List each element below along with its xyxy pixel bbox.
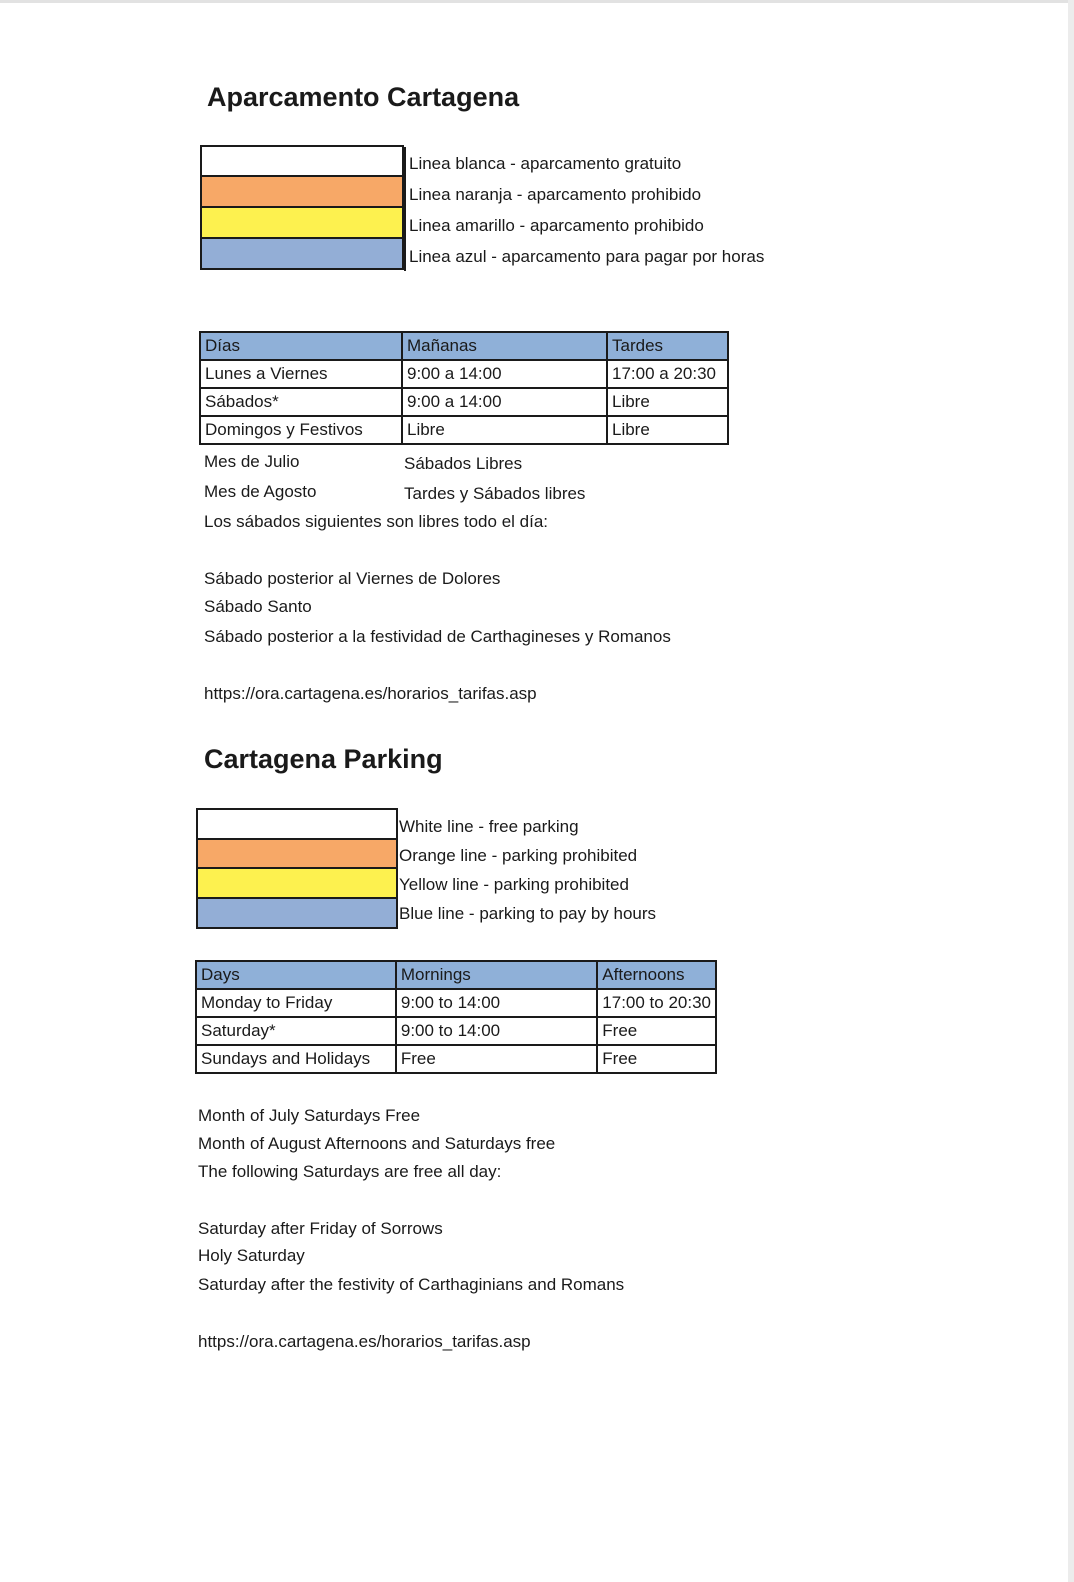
header-mornings: Mornings — [396, 961, 597, 989]
english-swatch-stack — [196, 808, 398, 929]
header-tardes: Tardes — [607, 332, 728, 360]
free-day-item: Sábado posterior a la festividad de Carthagineses y Romanos — [204, 627, 671, 646]
free-day-item: Holy Saturday — [198, 1246, 305, 1265]
header-days: Days — [196, 961, 396, 989]
orange-line-swatch — [202, 177, 402, 208]
table-cell: 9:00 a 14:00 — [402, 388, 607, 416]
free-saturdays-intro: The following Saturdays are free all day: — [198, 1162, 502, 1181]
table-cell: Lunes a Viernes — [200, 360, 402, 388]
blue-line-swatch — [198, 899, 396, 927]
english-schedule-table — [195, 960, 717, 1074]
table-cell: 17:00 to 20:30 — [597, 989, 716, 1017]
page-top-edge — [0, 0, 1074, 3]
header-dias: Días — [200, 332, 402, 360]
legend-label-white: White line - free parking — [399, 817, 579, 836]
spanish-schedule-table — [199, 331, 729, 445]
legend-label-yellow: Linea amarillo - aparcamento prohibido — [404, 209, 764, 240]
header-afternoons: Afternoons — [597, 961, 716, 989]
table-cell: Libre — [607, 388, 728, 416]
legend-label-blue: Blue line - parking to pay by hours — [399, 904, 657, 923]
english-url: https://ora.cartagena.es/horarios_tarifas.asp — [198, 1332, 531, 1351]
table-cell: Free — [597, 1017, 716, 1045]
table-cell: 17:00 a 20:30 — [607, 360, 728, 388]
table-row — [196, 1017, 716, 1045]
free-day-item: Sábado Santo — [204, 597, 312, 616]
free-day-item: Saturday after Friday of Sorrows — [198, 1219, 443, 1238]
note-label-julio: Mes de Julio — [204, 452, 300, 471]
table-header-row — [200, 332, 728, 360]
table-cell: Libre — [402, 416, 607, 444]
legend-label-orange: Linea naranja - aparcamento prohibido — [404, 178, 764, 209]
table-row — [196, 1045, 716, 1073]
table-cell: Libre — [607, 416, 728, 444]
legend-label-yellow: Yellow line - parking prohibited — [399, 875, 629, 894]
page-right-edge — [1068, 0, 1074, 1582]
table-cell: 9:00 to 14:00 — [396, 1017, 597, 1045]
table-cell: Domingos y Festivos — [200, 416, 402, 444]
table-row — [200, 416, 728, 444]
orange-line-swatch — [198, 840, 396, 869]
free-saturdays-intro: Los sábados siguientes son libres todo el día: — [204, 512, 549, 531]
yellow-line-swatch — [198, 869, 396, 899]
table-cell: Sundays and Holidays — [196, 1045, 396, 1073]
note-value-julio: Sábados Libres — [404, 454, 523, 473]
note-value-agosto: Tardes y Sábados libres — [404, 484, 586, 503]
table-cell: Free — [396, 1045, 597, 1073]
yellow-line-swatch — [202, 208, 402, 239]
table-cell: Sábados* — [200, 388, 402, 416]
table-header-row — [196, 961, 716, 989]
table-cell: Free — [597, 1045, 716, 1073]
english-legend-labels — [396, 810, 656, 926]
spanish-url: https://ora.cartagena.es/horarios_tarifas.asp — [204, 684, 537, 703]
table-row — [200, 360, 728, 388]
table-row — [200, 388, 728, 416]
note-july: Month of July Saturdays Free — [198, 1106, 421, 1125]
spanish-swatch-stack — [200, 145, 404, 270]
free-day-item: Sábado posterior al Viernes de Dolores — [204, 569, 501, 588]
table-cell: 9:00 a 14:00 — [402, 360, 607, 388]
header-mananas: Mañanas — [402, 332, 607, 360]
table-row — [196, 989, 716, 1017]
white-line-swatch — [198, 810, 396, 840]
spanish-legend-labels — [404, 147, 764, 271]
table-cell: Saturday* — [196, 1017, 396, 1045]
note-august: Month of August Afternoons and Saturdays free — [198, 1134, 556, 1153]
legend-label-blue: Linea azul - aparcamento para pagar por horas — [404, 240, 764, 271]
english-title: Cartagena Parking — [204, 744, 443, 774]
table-cell: 9:00 to 14:00 — [396, 989, 597, 1017]
legend-label-white: Linea blanca - aparcamento gratuito — [404, 147, 764, 178]
white-line-swatch — [202, 147, 402, 177]
legend-label-orange: Orange line - parking prohibited — [399, 846, 638, 865]
blue-line-swatch — [202, 239, 402, 268]
table-cell: Monday to Friday — [196, 989, 396, 1017]
note-label-agosto: Mes de Agosto — [204, 482, 317, 501]
spanish-title: Aparcamento Cartagena — [207, 82, 520, 112]
free-day-item: Saturday after the festivity of Carthaginians and Romans — [198, 1275, 625, 1294]
